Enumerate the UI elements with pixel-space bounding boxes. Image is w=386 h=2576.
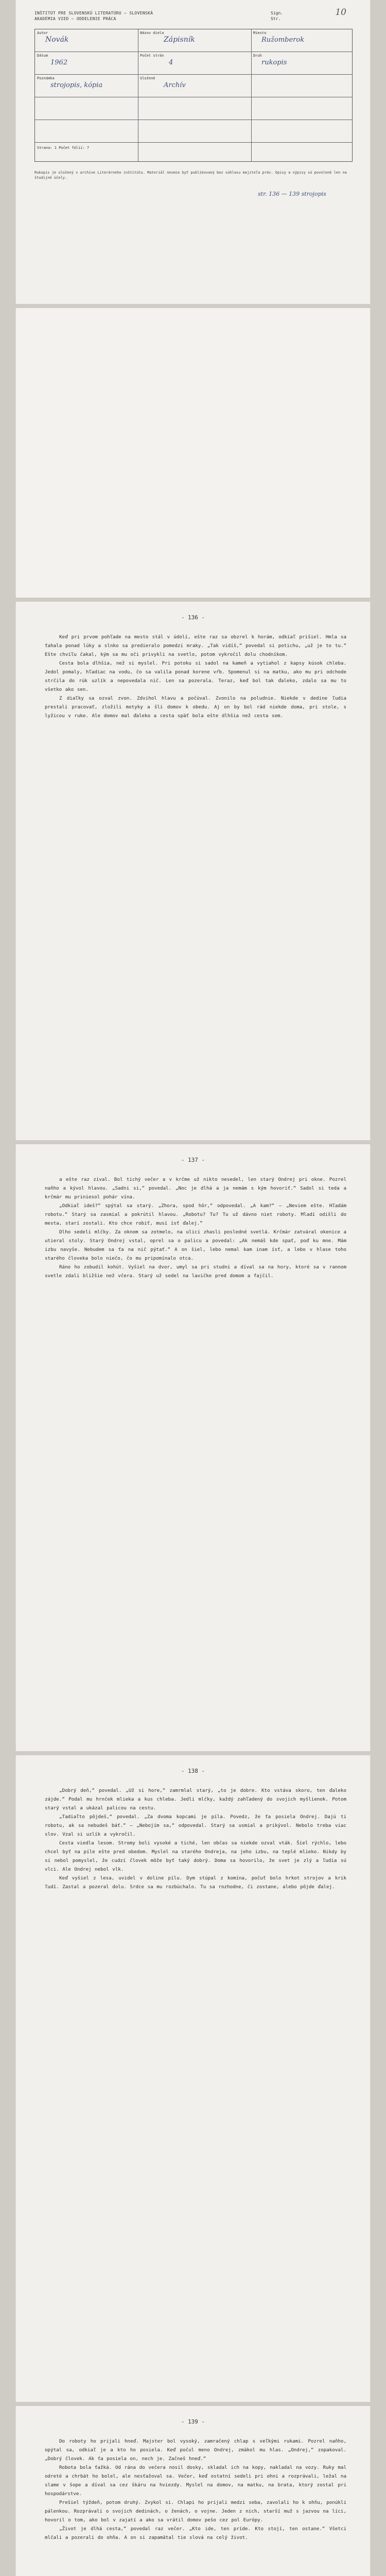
form-grid: [34, 29, 353, 162]
form-header-line: AKADÉMIA VIED — ODDELENIE PRÁCA: [34, 16, 116, 21]
form-note: Rukopis je uložený v archíve Literárneho inštitútu. Materiál nesmie byť publikovaný bez súhlasu majiteľa práv. Opisy a výpisy sú povolené len na študijné účely.: [34, 171, 347, 180]
pages-label: Počet strán: [140, 54, 164, 58]
note-label: Poznámka: [37, 76, 55, 80]
page-number: - 138 -: [181, 1768, 205, 1774]
filed-value: Archív: [164, 81, 186, 89]
form-code: [271, 10, 307, 22]
form-header-line: INŠTITÚT PRE SLOVENSKÚ LITERATÚRU — SLOVENSKÁ: [34, 11, 153, 15]
handwritten-note: str. 136 — 139 strojopis: [258, 191, 326, 197]
note-value: strojopis, kópia: [50, 81, 103, 89]
paragraph: Robota bola ťažká. Od rána do večera nosil dosky, skladal ich na kopy, nakladal na vozy. Ruky mal odreté a chrbát ho bolel, ale nesťažoval sa. Večer, keď ostatní sedeli pri ohni a rozprávali, ležal na slame v šope a díval sa cez škáru na hviezdy. Myslel na domov, na matku, na brata, ktorý zostal pri hospodárstve.: [45, 2465, 346, 2497]
page-text: [45, 633, 346, 720]
page-number: - 136 -: [181, 614, 205, 621]
paragraph: „Dobrý deň,“ povedal. „Už si hore,“ zamrmlal starý, „to je dobre. Kto vstáva skoro, ten ďaleko zájde.“ Podal mu hrnček mlieka a kus chleba. Jedli mlčky, každý zahľadený do svojich myšlienok. Potom starý vstal a ukázal palicou na cestu.: [45, 1788, 346, 1811]
type-value: rukopis: [261, 59, 287, 66]
page-text: [45, 1786, 346, 1891]
page-text: [45, 1175, 346, 1280]
paragraph: Ráno ho zobudil kohút. Vyšiel na dvor, umyl sa pri studni a díval sa na hory, ktoré sa v rannom svetle zdali bližšie než včera. Starý už sedel na lavičke pred domom a fajčil.: [45, 1264, 346, 1279]
author-value: Novák: [45, 36, 69, 44]
page-number: - 139 -: [181, 2418, 205, 2425]
pages-value: 4: [169, 59, 173, 66]
date-label: Dátum: [37, 54, 48, 58]
title-value: Zápisník: [164, 36, 195, 44]
paragraph: „Tadiaľto pôjdeš,“ povedal. „Za dvoma kopcami je píla. Povedz, že ťa posiela Ondrej. Dajú ti robotu, ak sa nebudeš báť.“ — „Nebojím sa,“ odpovedal. Starý sa usmial a prikývol. Nebolo treba viac slov. Vzal si uzlík a vykročil.: [45, 1814, 346, 1837]
paragraph: Dlho sedeli mlčky. Za oknom sa zotmelo, na ulici zhasli posledné svetlá. Krčmár zatváral okenice a utieral stoly. Starý Ondrej vstal, oprel sa o palicu a povedal: „Ak nemáš kde spať, poď ku mne. Mám izbu navyše. Nebudem sa ťa na nič pýtať.“ A on šiel, lebo nemal kam inam ísť, a lebo v hlase toho starého človeka bolo niečo, čo mu pripomínalo otca.: [45, 1229, 346, 1261]
page-text: [45, 2437, 346, 2542]
typed-page: [15, 602, 371, 1140]
paragraph: Keď pri prvom pohľade na mesto stál v údolí, ešte raz sa obzrel k horám, odkiaľ prišiel. Hmla sa ťahala ponad lúky a slnko sa predieralo pomedzi mraky. „Tak vidíš,“ povedal si potichu, „už je to tu.“ Ešte chvíľu čakal, kým sa mu oči privykli na svetlo, potom vykročil dolu chodníkom.: [45, 634, 346, 657]
title-label: Názov diela: [140, 31, 164, 35]
typed-page: [15, 1144, 371, 1751]
form-code-line: Sign.: [271, 11, 284, 15]
paragraph: „Život je dlhá cesta,“ povedal raz večer. „Kto ide, ten príde. Kto stojí, ten ostane.“ Všetci mlčali a pozerali do ohňa. A on si zapamätal tie slová na celý život.: [45, 2526, 346, 2540]
place-value: Ružomberok: [261, 36, 305, 44]
form-footer: Strana: 1 Počet fólií: 7: [37, 146, 90, 150]
blank-sheet: [15, 308, 371, 598]
paragraph: Cesta viedla lesom. Stromy boli vysoké a tiché, len občas sa niekde ozval vták. Šiel rýchlo, lebo chcel byť na píle ešte pred obedom. Myslel na starého Ondreja, na jeho izbu, na teplé mlieko. Nikdy by si nebol pomyslel, že cudzí človek môže byť taký dobrý. Doma sa hovorilo, že svet je zlý a ľudia sú vlci. Ale Ondrej nebol vlk.: [45, 1840, 346, 1872]
paragraph: „Odkiaľ ideš?“ spýtal sa starý. „Zhora, spod hôr,“ odpovedal. „A kam?“ — „Neviem ešte. Hľadám robotu.“ Starý sa zasmial a pokrútil hlavou. „Robotu? Tu? Tu už dávno niet roboty. Mladí odišli do mesta, starí zostali. Kto chce robiť, musí ísť ďalej.“: [45, 1203, 346, 1226]
typed-page: [15, 1755, 371, 2402]
place-label: Miesto: [253, 31, 267, 35]
paragraph: Z diaľky sa ozval zvon. Zdvihol hlavu a počúval. Zvonilo na poludnie. Niekde v dedine ľudia prestali pracovať, zložili motyky a šli domov k obedu. Aj on by bol rád niekde doma, pri stole, s lyžicou v ruke. Ale domov mal ďaleko a cesta späť bola ešte dlhšia než cesta sem.: [45, 696, 346, 719]
author-label: Autor: [37, 31, 48, 35]
paragraph: Prešiel týždeň, potom druhý. Zvykol si. Chlapi ho prijali medzi seba, zavolali ho k ohňu, ponúkli pálenkou. Rozprávali o svojich dedinách, o ženách, o vojne. Jeden z nich, starší muž s jazvou na líci, hovoril o tom, ako bol v zajatí a ako sa vrátil domov pešo cez pol Európy.: [45, 2500, 346, 2523]
date-value: 1962: [50, 59, 68, 66]
type-label: Druh: [253, 54, 262, 58]
form-code-line: Str.: [271, 16, 281, 21]
catalog-card-sheet: [15, 0, 371, 304]
form-header: [34, 10, 261, 22]
paragraph: a ešte raz zíval. Bol tichý večer a v krčme už nikto nesedel, len starý Ondrej pri okne. Pozrel naňho a kývol hlavou. „Sadni si,“ povedal. „Noc je dlhá a ja nemám s kým hovoriť.“ Sadol si teda a krčmár mu priniesol pohár vína.: [45, 1177, 346, 1200]
paragraph: Cesta bola dlhšia, než si myslel. Pri potoku si sadol na kameň a vytiahol z kapsy kúsok chleba. Jedol pomaly, hľadiac na vodu, čo sa valila ponad korene vŕb. Spomenul si na matku, ako mu pri odchode strčila do rúk uzlík a nepovedala nič. Len sa pozerala. Teraz, keď bol tak ďaleko, zdalo sa mu to všetko ako sen.: [45, 660, 346, 692]
paragraph: Keď vyšiel z lesa, uvidel v doline pílu. Dym stúpal z komína, počuť bolo hrkot strojov a krik ľudí. Zastal a pozeral dolu. Srdce sa mu rozbúchalo. Tu sa rozhodne, či zostane, alebo pôjde ďalej.: [45, 1875, 346, 1890]
filed-label: Uložené: [140, 76, 155, 80]
page-number: - 137 -: [181, 1157, 205, 1163]
form-number: 10: [335, 7, 346, 18]
paragraph: Do roboty ho prijali hneď. Majster bol vysoký, zamračený chlap s veľkými rukami. Pozrel naňho, opýtal sa, odkiaľ je a kto ho posiela. Keď počul meno Ondrej, zmäkol mu hlas. „Ondrej,“ zopakoval. „Dobrý človek. Ak ťa posiela on, nech je. Začneš hneď.“: [45, 2438, 346, 2462]
typed-page: [15, 2406, 371, 2576]
